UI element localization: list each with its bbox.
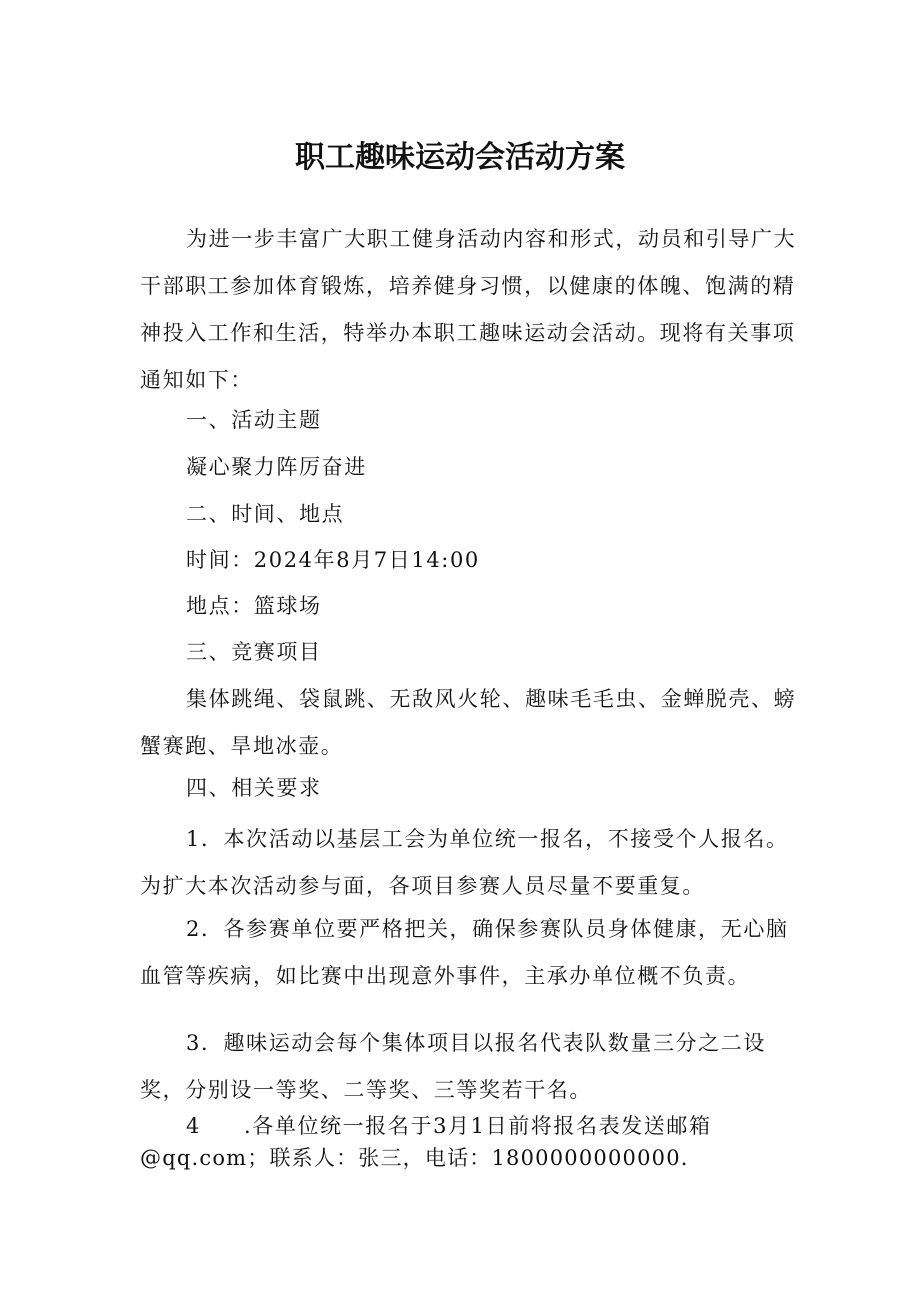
section-heading-events: 三、竞赛项目 xyxy=(186,640,322,664)
section-heading-theme: 一、活动主题 xyxy=(186,408,322,432)
requirement-1-paragraph: 1．本次活动以基层工会为单位统一报名，不接受个人报名。为扩大本次活动参与面，各项目参赛人员尽量不要重复。 xyxy=(140,827,789,898)
requirement-2-paragraph: 2．各参赛单位要严格把关，确保参赛队员身体健康，无心脑血管等疾病，如比赛中出现意外事件，主承办单位概不负责。 xyxy=(140,917,789,988)
requirement-4-text: .各单位统一报名于3月1日前将报名表发送邮箱 xyxy=(244,1114,712,1138)
section-heading-requirements: 四、相关要求 xyxy=(186,776,322,800)
place-text: 地点：篮球场 xyxy=(186,594,322,618)
events-list-paragraph: 集体跳绳、袋鼠跳、无敌风火轮、趣味毛毛虫、金蝉脱壳、螃蟹赛跑、旱地冰壶。 xyxy=(140,687,797,758)
intro-paragraph: 为进一步丰富广大职工健身活动内容和形式，动员和引导广大干部职工参加体育锻炼，培养健身习惯，以健康的体魄、饱满的精神投入工作和生活，特举办本职工趣味运动会活动。现将有关事项通知如下： xyxy=(140,227,797,392)
requirement-4-line-2: @qq.com；联系人：张三，电话：1800000000000. xyxy=(140,1146,689,1170)
requirement-3-paragraph: 3．趣味运动会每个集体项目以报名代表队数量三分之二设奖，分别设一等奖、二等奖、三等奖若干名。 xyxy=(140,1031,766,1102)
requirement-4-number: 4 xyxy=(186,1114,201,1138)
theme-text: 凝心聚力阵厉奋进 xyxy=(186,455,367,479)
time-text: 时间：2024年8月7日14:00 xyxy=(186,548,480,572)
document-title: 职工趣味运动会活动方案 xyxy=(295,140,625,175)
section-heading-time-place: 二、时间、地点 xyxy=(186,502,345,526)
